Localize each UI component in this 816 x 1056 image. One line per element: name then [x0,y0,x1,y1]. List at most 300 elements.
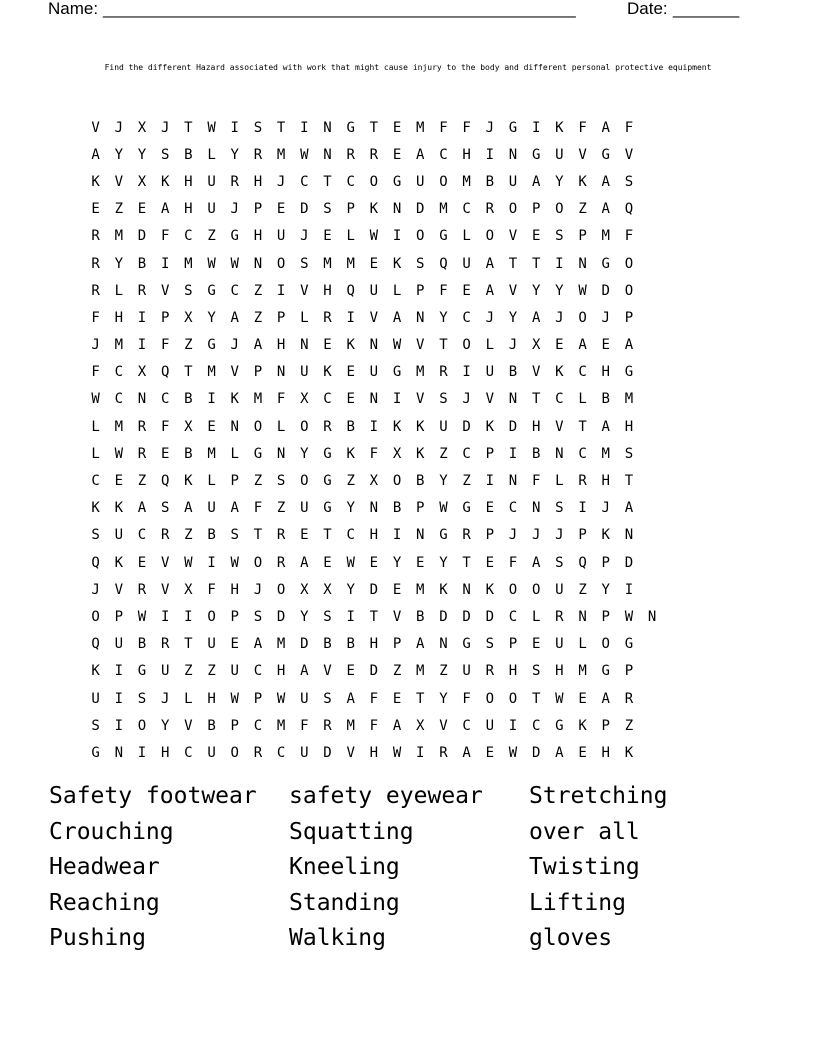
grid-letter: Z [137,473,147,490]
grid-letter: P [624,309,634,326]
grid-letter: X [416,717,425,734]
grid-letter: A [555,744,564,761]
grid-letter: W [184,554,193,571]
grid-letter: G [601,663,610,680]
grid-letter: V [91,119,100,136]
grid-letter: D [300,636,309,653]
grid-letter: N [137,391,147,408]
grid-letter: Y [555,173,564,190]
grid-letter: G [207,337,216,354]
grid-letter: C [462,309,471,326]
word-search-grid [84,114,664,767]
grid-letter: R [230,173,239,190]
grid-letter: V [160,554,170,571]
grid-letter: H [114,309,123,326]
grid-letter: F [253,500,263,517]
grid-letter: K [114,500,123,517]
grid-letter: E [323,337,332,354]
grid-letter: N [439,636,448,653]
grid-letter: F [369,445,379,462]
word-list-item: Walking [289,925,386,952]
grid-letter: T [462,554,471,571]
grid-letter: I [416,744,425,761]
grid-letter: I [346,309,355,326]
grid-letter: N [578,608,587,625]
grid-letter: I [508,717,518,734]
grid-letter: O [253,418,263,435]
grid-letter: E [485,500,494,517]
grid-letter: X [323,581,332,598]
grid-letter: U [207,744,216,761]
grid-letter: S [300,255,309,272]
grid-letter: Y [508,309,518,326]
grid-letter: W [207,255,216,272]
grid-letter: E [230,636,239,653]
grid-letter: S [439,391,448,408]
grid-letter: P [276,309,286,326]
word-list [49,780,769,958]
grid-letter: F [160,228,170,245]
grid-letter: L [392,282,402,299]
grid-letter: R [323,717,332,734]
grid-letter: N [416,527,425,544]
grid-letter: T [253,527,263,544]
grid-letter: B [137,255,147,272]
grid-letter: E [160,445,170,462]
grid-letter: N [369,500,379,517]
grid-letter: G [508,119,518,136]
grid-letter: P [485,527,494,544]
grid-letter: F [369,717,379,734]
grid-letter: U [114,527,123,544]
grid-letter: U [300,500,309,517]
grid-letter: A [485,255,494,272]
grid-letter: K [485,581,494,598]
grid-letter: R [485,201,494,218]
grid-letter: Y [439,309,448,326]
grid-letter: P [114,608,123,625]
grid-letter: Z [253,309,263,326]
grid-letter: S [624,173,634,190]
grid-letter: H [369,636,379,653]
grid-letter: W [555,690,564,707]
date-label: Date: [627,0,668,18]
grid-letter: I [392,228,402,245]
grid-letter: M [207,364,216,381]
grid-letter: N [276,364,286,381]
grid-letter: C [462,201,471,218]
grid-letter: N [624,527,634,544]
grid-letter: L [485,337,494,354]
grid-letter: I [160,608,170,625]
grid-letter: V [531,364,541,381]
grid-letter: D [323,744,332,761]
grid-letter: O [555,201,564,218]
grid-letter: B [323,636,332,653]
grid-letter: Z [624,717,634,734]
grid-letter: C [253,663,263,680]
grid-row [84,631,664,658]
grid-letter: R [91,228,100,245]
grid-letter: B [485,173,494,190]
grid-row [84,114,664,141]
grid-letter: I [531,119,541,136]
grid-letter: R [276,527,286,544]
grid-letter: U [300,364,309,381]
grid-letter: V [416,337,425,354]
grid-letter: N [323,146,332,163]
grid-letter: O [508,690,518,707]
grid-letter: M [253,391,263,408]
grid-letter: W [300,146,309,163]
grid-letter: A [624,337,634,354]
grid-letter: E [114,473,123,490]
grid-letter: B [184,445,193,462]
grid-letter: R [624,690,634,707]
grid-letter: V [114,581,123,598]
grid-letter: Y [230,146,239,163]
grid-letter: Z [253,473,263,490]
grid-letter: M [601,445,610,462]
grid-letter: A [531,554,541,571]
grid-letter: H [601,364,610,381]
grid-letter: C [462,717,471,734]
grid-letter: T [184,636,193,653]
grid-letter: U [369,282,379,299]
grid-letter: X [137,119,147,136]
grid-letter: U [555,581,564,598]
grid-letter: P [578,228,587,245]
grid-letter: S [624,445,634,462]
grid-letter: I [276,282,286,299]
grid-letter: D [300,201,309,218]
grid-letter: T [508,255,518,272]
grid-letter: A [578,337,587,354]
grid-letter: B [416,608,425,625]
grid-letter: S [323,608,332,625]
grid-letter: M [184,255,193,272]
grid-letter: K [184,473,193,490]
grid-letter: E [416,554,425,571]
grid-letter: E [531,228,541,245]
grid-letter: E [346,391,355,408]
grid-letter: G [624,636,634,653]
grid-letter: C [160,391,170,408]
grid-letter: V [346,744,355,761]
grid-letter: C [439,146,448,163]
grid-letter: H [253,173,263,190]
word-list-item: Twisting [529,854,640,881]
grid-letter: V [416,391,425,408]
grid-letter: T [184,364,193,381]
grid-letter: T [323,527,332,544]
grid-letter: S [160,500,170,517]
grid-letter: I [137,744,147,761]
grid-letter: Z [462,473,471,490]
grid-letter: C [253,717,263,734]
grid-letter: X [531,337,541,354]
grid-letter: F [439,119,448,136]
grid-letter: P [416,282,425,299]
grid-letter: O [485,228,494,245]
grid-letter: M [346,717,355,734]
grid-letter: S [276,473,286,490]
grid-letter: G [439,228,448,245]
grid-letter: F [369,690,379,707]
grid-letter: N [253,255,263,272]
grid-letter: N [392,201,402,218]
grid-letter: C [300,173,309,190]
word-list-item: Kneeling [289,854,400,881]
grid-row [84,413,664,440]
grid-letter: N [114,744,123,761]
grid-letter: T [578,418,587,435]
grid-letter: Q [91,636,100,653]
word-list-row [49,922,769,958]
grid-letter: F [624,119,634,136]
grid-letter: O [230,744,239,761]
grid-letter: O [369,173,379,190]
grid-letter: I [346,608,355,625]
grid-letter: U [230,663,239,680]
grid-letter: X [184,309,193,326]
grid-letter: A [230,309,239,326]
grid-letter: S [91,717,100,734]
grid-letter: X [184,581,193,598]
grid-letter: K [392,255,402,272]
grid-letter: E [323,554,332,571]
grid-letter: Z [392,663,402,680]
grid-letter: M [114,228,123,245]
grid-letter: R [137,581,147,598]
grid-letter: F [91,364,100,381]
grid-letter: Y [114,255,123,272]
grid-row [84,603,664,630]
grid-letter: A [300,554,309,571]
grid-letter: A [392,309,402,326]
grid-letter: U [114,636,123,653]
grid-letter: V [392,608,402,625]
grid-letter: Z [114,201,123,218]
grid-letter: C [323,391,332,408]
grid-letter: U [462,663,471,680]
grid-letter: O [253,554,263,571]
grid-letter: K [160,173,170,190]
grid-letter: I [369,418,379,435]
grid-row [84,332,664,359]
grid-letter: I [578,500,587,517]
grid-letter: U [462,255,471,272]
grid-letter: G [253,445,263,462]
grid-letter: V [508,282,518,299]
grid-letter: A [253,337,263,354]
grid-letter: F [531,473,541,490]
grid-letter: A [300,663,309,680]
grid-letter: Y [392,554,402,571]
grid-letter: H [508,663,518,680]
grid-letter: N [555,445,564,462]
grid-letter: H [160,744,170,761]
grid-letter: N [508,473,518,490]
grid-letter: A [137,500,147,517]
grid-letter: O [462,337,471,354]
grid-letter: U [207,636,216,653]
grid-letter: N [300,337,309,354]
grid-letter: A [392,717,402,734]
grid-letter: G [323,500,332,517]
grid-letter: G [555,717,564,734]
grid-letter: C [137,527,147,544]
grid-letter: G [531,146,541,163]
grid-letter: P [253,690,263,707]
grid-letter: W [276,690,286,707]
grid-letter: L [230,445,239,462]
grid-letter: F [578,119,587,136]
grid-letter: P [253,201,263,218]
grid-letter: V [555,418,564,435]
word-list-item: Squatting [289,818,414,845]
grid-letter: V [230,364,239,381]
grid-letter: P [230,717,239,734]
grid-letter: O [300,418,309,435]
word-list-item: Stretching [529,783,668,809]
grid-letter: A [531,309,541,326]
grid-letter: C [508,500,518,517]
grid-letter: M [624,391,634,408]
grid-letter: I [207,391,216,408]
grid-letter: P [485,445,494,462]
grid-row [84,304,664,331]
grid-letter: D [624,554,634,571]
grid-letter: T [184,119,193,136]
grid-letter: Y [300,608,309,625]
grid-letter: M [207,445,216,462]
grid-letter: G [439,527,448,544]
grid-letter: V [578,146,587,163]
grid-letter: M [276,636,286,653]
grid-letter: O [91,608,100,625]
word-list-item: safety eyewear [289,783,483,809]
grid-letter: I [462,364,471,381]
grid-letter: U [555,636,564,653]
grid-letter: J [160,690,170,707]
grid-letter: X [369,473,379,490]
grid-letter: J [230,201,239,218]
grid-letter: U [485,364,494,381]
grid-letter: L [276,418,286,435]
grid-letter: B [184,146,193,163]
grid-letter: R [137,282,147,299]
grid-letter: F [207,581,216,598]
grid-letter: B [137,636,147,653]
grid-letter: U [207,173,216,190]
grid-letter: G [346,119,355,136]
grid-letter: T [369,608,379,625]
grid-letter: G [601,255,610,272]
grid-letter: S [555,554,564,571]
grid-letter: M [276,717,286,734]
grid-letter: Z [207,663,216,680]
grid-letter: L [207,473,216,490]
grid-letter: I [392,391,402,408]
grid-letter: M [346,255,355,272]
grid-letter: E [91,201,100,218]
grid-letter: T [369,119,379,136]
grid-letter: J [91,337,100,354]
grid-letter: P [230,473,239,490]
grid-letter: S [137,690,147,707]
grid-letter: M [416,581,425,598]
grid-letter: Y [114,146,123,163]
grid-letter: R [160,527,170,544]
grid-letter: S [323,201,332,218]
grid-letter: W [230,554,239,571]
grid-letter: Z [439,663,448,680]
grid-letter: G [392,173,402,190]
grid-letter: V [184,717,193,734]
name-blank-line: __________________________________________________ [103,0,576,18]
grid-row [84,386,664,413]
grid-letter: D [601,282,610,299]
grid-letter: K [346,337,355,354]
grid-row [84,576,664,603]
grid-letter: M [578,663,587,680]
grid-letter: T [531,255,541,272]
grid-letter: C [508,608,518,625]
grid-letter: O [416,228,425,245]
grid-letter: A [416,146,425,163]
grid-letter: E [555,337,564,354]
grid-letter: C [462,445,471,462]
grid-letter: Y [160,717,170,734]
grid-letter: J [601,500,610,517]
grid-letter: T [531,690,541,707]
grid-letter: E [601,337,610,354]
grid-letter: Z [184,527,193,544]
grid-letter: R [323,418,332,435]
grid-letter: U [207,500,216,517]
grid-letter: O [392,473,402,490]
grid-letter: S [253,119,263,136]
grid-letter: A [160,201,170,218]
grid-letter: P [230,608,239,625]
grid-letter: S [555,500,564,517]
grid-letter: I [184,608,193,625]
grid-letter: J [160,119,170,136]
grid-letter: J [531,527,541,544]
grid-letter: E [207,418,216,435]
grid-letter: X [392,445,402,462]
grid-letter: I [485,473,494,490]
grid-letter: R [276,554,286,571]
grid-letter: B [207,527,216,544]
grid-letter: H [462,146,471,163]
grid-letter: F [91,309,100,326]
grid-letter: W [392,337,402,354]
name-label: Name: [48,0,99,18]
grid-letter: K [578,717,587,734]
grid-letter: A [624,500,634,517]
grid-letter: B [392,500,402,517]
grid-letter: X [137,173,147,190]
grid-letter: O [578,309,587,326]
grid-letter: E [369,255,379,272]
grid-letter: A [531,173,541,190]
grid-letter: O [300,473,309,490]
grid-letter: J [114,119,123,136]
grid-letter: L [207,146,216,163]
grid-row [84,277,664,304]
